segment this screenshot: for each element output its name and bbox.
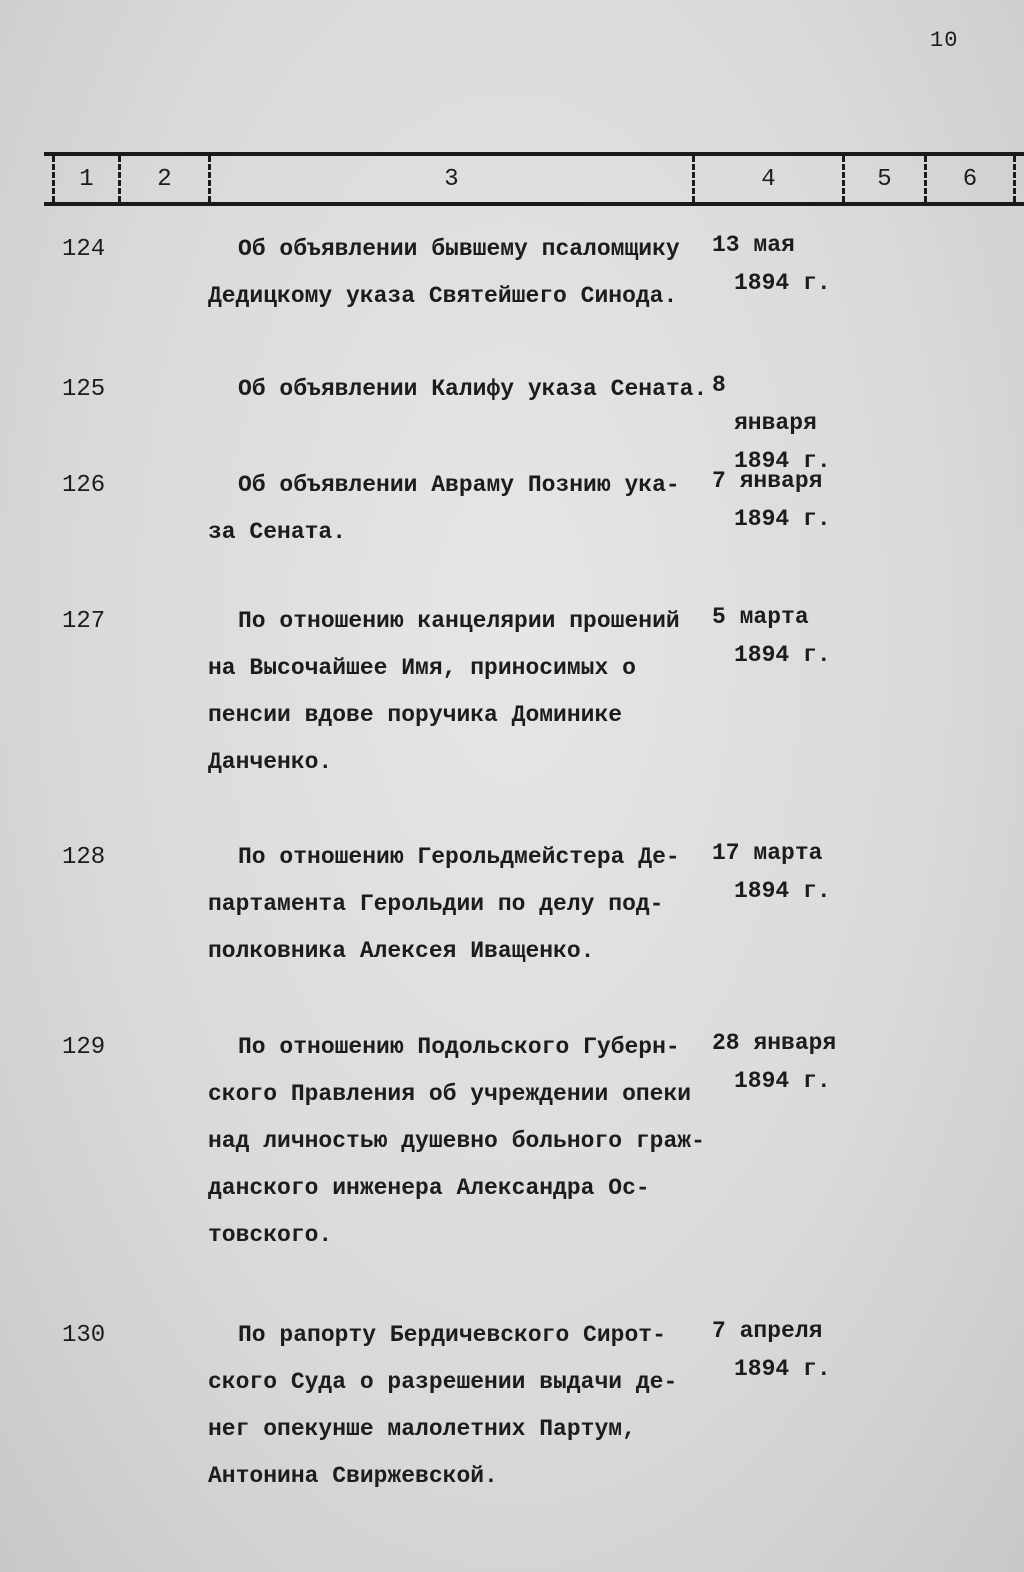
date-line: 5 марта [712, 604, 809, 630]
column-header-6: 6 [924, 156, 1016, 202]
entry-date [712, 226, 882, 302]
entry-date [712, 1312, 882, 1388]
entry-number: 130 [62, 1322, 106, 1349]
description-line: По рапорту Бердичевского Сирот- [238, 1322, 666, 1348]
description-line: Об объявлении Калифу указа Сената. [238, 376, 708, 402]
column-header-row [44, 152, 1024, 206]
entry-number: 124 [62, 236, 106, 263]
description-line: полковника Алексея Иващенко. [208, 938, 595, 964]
date-line: 1894 г. [734, 878, 831, 904]
entry-description [208, 226, 708, 320]
entry-description [208, 598, 708, 786]
date-line: 28 января [712, 1030, 837, 1056]
description-line: По отношению Подольского Губерн- [238, 1034, 680, 1060]
date-line: 7 апреля [712, 1318, 823, 1344]
entry-description [208, 462, 708, 556]
description-line: на Высочайшее Имя, приносимых о [208, 655, 636, 681]
entry-date [712, 834, 882, 910]
date-line: 1894 г. [734, 642, 831, 668]
entry-description [208, 1024, 708, 1259]
description-line: Об объявлении бывшему псаломщику [238, 236, 680, 262]
entry-description [208, 834, 708, 975]
description-line: нег опекунше малолетних Партум, [208, 1416, 636, 1442]
entry-description [208, 366, 708, 413]
description-line: за Сената. [208, 519, 347, 545]
description-line: данского инженера Александра Ос- [208, 1175, 650, 1201]
entry-description [208, 1312, 708, 1500]
entry-number: 127 [62, 608, 106, 635]
column-header-3: 3 [208, 156, 692, 202]
column-header-1: 1 [52, 156, 118, 202]
description-line: над личностью душевно больного граж- [208, 1128, 705, 1154]
entry-number: 129 [62, 1034, 106, 1061]
description-line: Дедицкому указа Святейшего Синода. [208, 283, 678, 309]
entry-number: 128 [62, 844, 106, 871]
description-line: Данченко. [208, 749, 333, 775]
date-line: 7 января [712, 468, 823, 494]
date-line: 1894 г. [734, 270, 831, 296]
date-line: 8 [712, 372, 726, 398]
date-line: 1894 г. [734, 1356, 831, 1382]
description-line: По отношению Герольдмейстера Де- [238, 844, 680, 870]
description-line: партамента Герольдии по делу под- [208, 891, 664, 917]
description-line: По отношению канцелярии прошений [238, 608, 680, 634]
date-line: 1894 г. [734, 1068, 831, 1094]
entry-date [712, 598, 882, 674]
date-line: 1894 г. [734, 506, 831, 532]
column-header-4: 4 [692, 156, 842, 202]
description-line: ского Суда о разрешении выдачи де- [208, 1369, 678, 1395]
entry-date [712, 462, 882, 538]
column-header-5: 5 [842, 156, 924, 202]
date-line: 13 мая [712, 232, 795, 258]
description-line: товского. [208, 1222, 333, 1248]
page-number: 10 [930, 28, 959, 53]
entry-number: 125 [62, 376, 106, 403]
date-line: 1894 г. [734, 448, 831, 474]
description-line: пенсии вдове поручика Доминике [208, 702, 623, 728]
date-line: 17 марта [712, 840, 823, 866]
description-line: Антонина Свиржевской. [208, 1463, 498, 1489]
entry-date [712, 1024, 882, 1100]
description-line: Об объявлении Авраму Познию ука- [238, 472, 680, 498]
column-header-2: 2 [118, 156, 208, 202]
entry-number: 126 [62, 472, 106, 499]
date-line: января [734, 410, 817, 436]
description-line: ского Правления об учреждении опеки [208, 1081, 692, 1107]
